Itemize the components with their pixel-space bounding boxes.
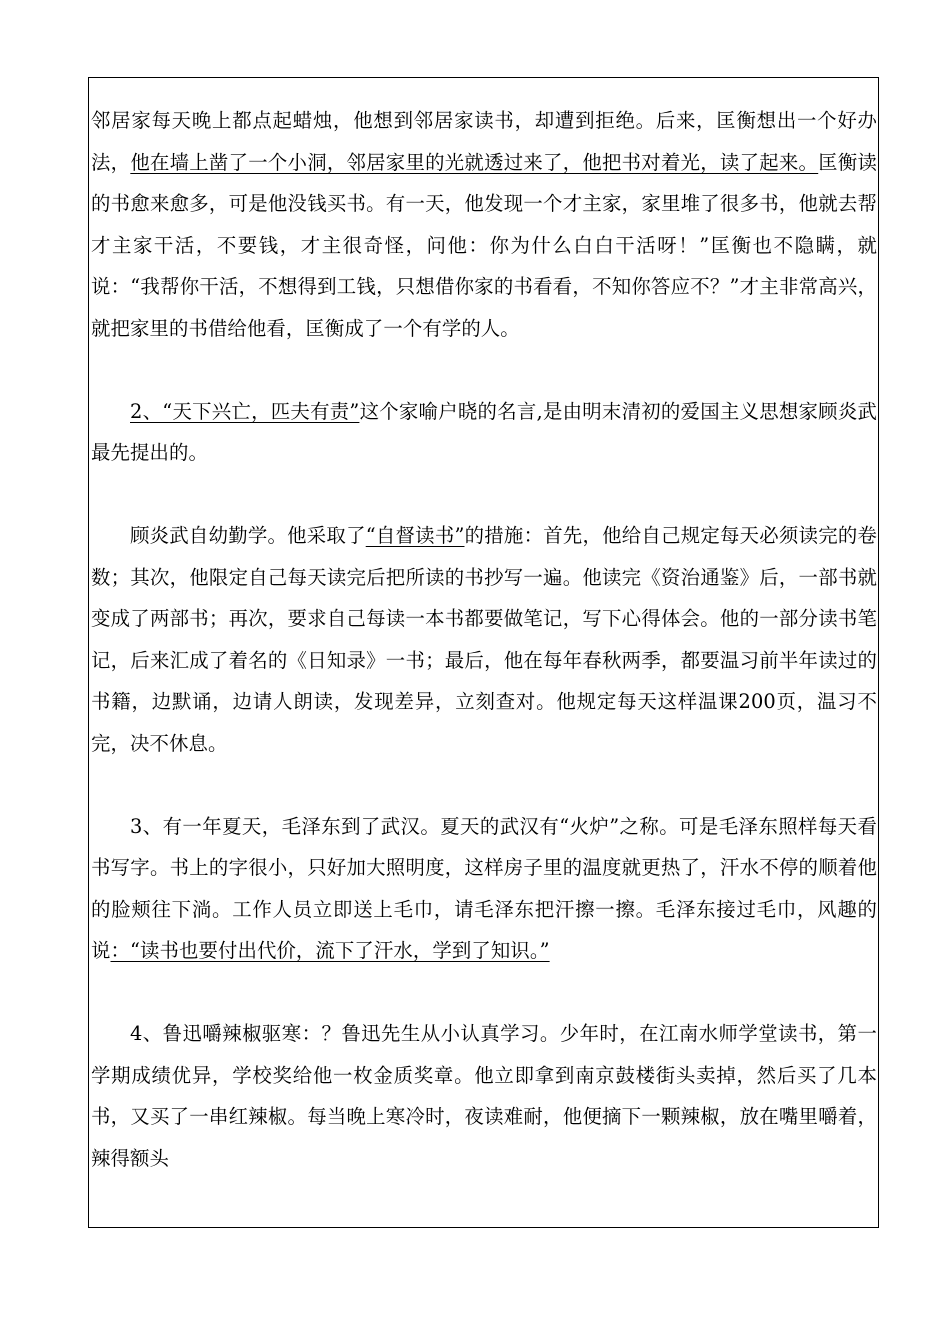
text-segment: 邻居家每天晚上都点起蜡烛，他想到邻居家读书，却遭到拒绝。后来，匡衡想出一个好办法， xyxy=(91,109,877,174)
paragraph-mao-zedong xyxy=(91,806,877,972)
paragraph-gap xyxy=(91,972,877,1014)
paragraph-gu-yanwu-study xyxy=(91,515,877,764)
paragraph-gu-yanwu-quote xyxy=(91,391,877,474)
underlined-text: 2、“天下兴亡，匹夫有责” xyxy=(130,399,360,423)
paragraph-gap xyxy=(91,474,877,516)
text-segment: 顾炎武自幼勤学。他采取了 xyxy=(130,524,366,547)
text-segment: 3、有一年夏天，毛泽东到了武汉。夏天的武汉有“火炉”之称。可是毛泽东照样每天看书写字。书上的字很小，只好加大照明度，这样房子里的温度就更热了，汗水不停的顺着他的脸颊往下淌。工作人员立即送上毛巾，请毛泽东把汗擦一擦。毛泽东接过毛巾，风趣的说 xyxy=(91,814,877,962)
paragraph-lu-xun xyxy=(91,1013,877,1179)
document-body xyxy=(91,100,877,1179)
bottom-rule xyxy=(88,1227,879,1228)
text-segment: 匡衡读的书愈来愈多，可是他没钱买书。有一天，他发现一个才主家，家里堆了很多书，他就去帮才主家干活，不要钱，才主很奇怪，问他：你为什么白白干活呀！”匡衡也不隐瞒，就说：“我帮你干活，不想得到工钱，只想借你家的书看看，不知你答应不？”才主非常高兴，就把家里的书借给他看，匡衡成了一个有学的人。 xyxy=(91,150,878,340)
paragraph-gap xyxy=(91,764,877,806)
underlined-text: 他在墙上凿了一个小洞，邻居家里的光就透过来了，他把书对着光，读了起来。 xyxy=(130,150,819,174)
text-segment: 4、鲁迅嚼辣椒驱寒：？鲁迅先生从小认真学习。少年时，在江南水师学堂读书，第一学期成绩优异，学校奖给他一枚金质奖章。他立即拿到南京鼓楼街头卖掉，然后买了几本书，又买了一串红辣椒。每当晚上寒冷时，夜读难耐，他便摘下一颗辣椒，放在嘴里嚼着，辣得额头 xyxy=(91,1022,877,1170)
underlined-text: ：“读书也要付出代价，流下了汗水，学到了知识。” xyxy=(110,939,550,962)
paragraph-gap xyxy=(91,349,877,391)
paragraph-kuang-heng xyxy=(91,100,877,349)
underlined-text: “自督读书” xyxy=(365,524,465,547)
text-segment: 的措施：首先，他给自己规定每天必须读完的卷数；其次，他限定自己每天读完后把所读的书抄写一遍。他读完《资治通鉴》后，一部书就变成了两部书；再次，要求自己每读一本书都要做笔记，写下心得体会。他的一部分读书笔记，后来汇成了着名的《日知录》一书；最后，他在每年春秋两季，都要温习前半年读过的书籍，边默诵，边请人朗读，发现差异，立刻查对。他规定每天这样温课200页，温习不完，决不休息。 xyxy=(91,524,877,755)
text-segment: 这个家喻户晓的名言,是由明末清初的爱国主义思想家顾炎武最先提出的。 xyxy=(91,399,877,464)
